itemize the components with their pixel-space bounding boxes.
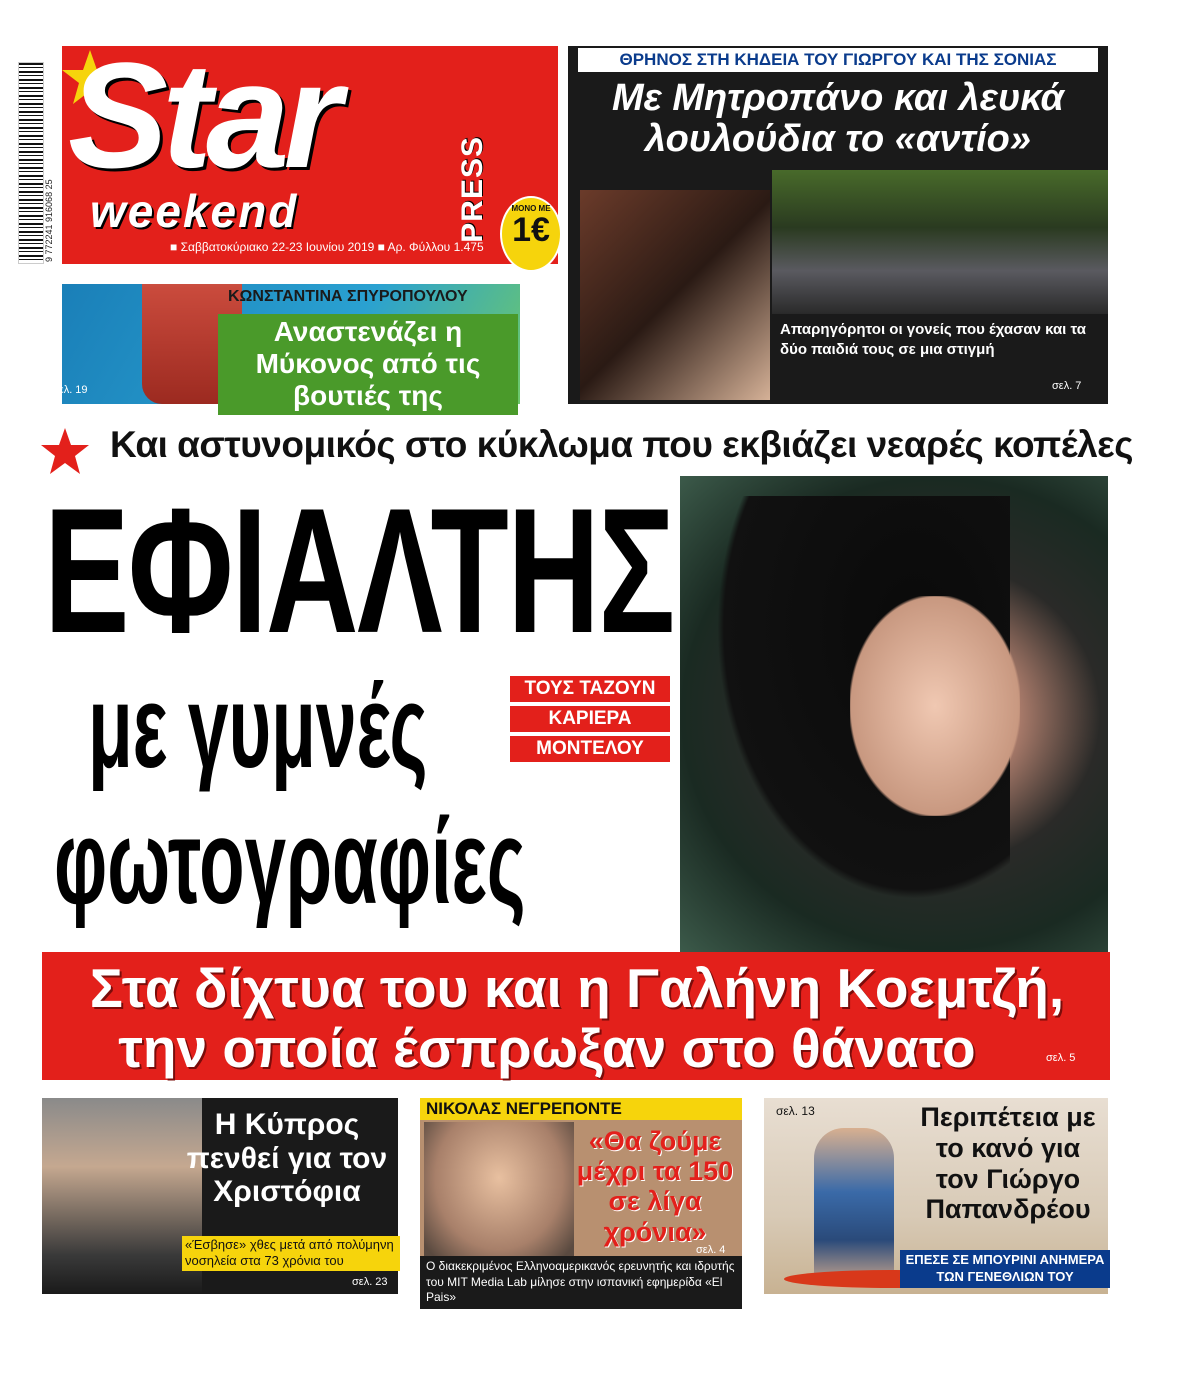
bottom-story-cyprus-page-ref: σελ. 23 [352, 1276, 388, 1288]
papandreou-photo [814, 1128, 894, 1288]
top-right-kicker: ΘΡΗΝΟΣ ΣΤΗ ΚΗΔΕΙΑ ΤΟΥ ΓΙΩΡΓΟΥ ΚΑΙ ΤΗΣ ΣΟΝΙΑΣ [578, 48, 1098, 72]
bottom-story-papandreou-caption: ΕΠΕΣΕ ΣΕ ΜΠΟΥΡΙΝΙ ΑΝΗΜΕΡΑ ΤΩΝ ΓΕΝΕΘΛΙΩΝ ΤΟΥ [900, 1250, 1110, 1288]
promo-left-kicker: ΚΩΝΣΤΑΝΤΙΝΑ ΣΠΥΡΟΠΟΥΛΟΥ [228, 288, 468, 305]
main-story-photo [680, 476, 1108, 952]
logo-weekend: weekend [90, 185, 299, 237]
barcode-number: 9 772241 916068 25 [44, 179, 54, 262]
main-page-ref: σελ. 5 [1046, 1052, 1076, 1064]
red-tag: ΚΑΡΙΕΡΑ [510, 706, 670, 732]
price-label: ΜΟΝΟ ΜΕ [511, 204, 551, 213]
top-right-caption: Απαρηγόρητοι οι γονείς που έχασαν και τα δύο παιδιά τους σε μια στιγμή [780, 321, 1087, 358]
red-tags [510, 676, 670, 766]
bottom-story-negroponte-quote[interactable]: «Θα ζούμε μέχρι τα 150 σε λίγα χρόνια» [576, 1126, 734, 1247]
bottom-story-cyprus-title[interactable]: Η Κύπρος πενθεί για τον Χριστόφια [186, 1108, 388, 1209]
bottom-story-papandreou-page-ref: σελ. 13 [776, 1104, 815, 1118]
red-banner-line2[interactable]: την οποία έσπρωξαν στο θάνατο [118, 1017, 976, 1079]
bottom-story-papandreou-title[interactable]: Περιπέτεια με το κανό για τον Γιώργο Παπανδρέου [920, 1102, 1096, 1225]
red-banner-line1[interactable]: Στα δίχτυα του και η Γαλήνη Κοεμτζή, [89, 957, 1065, 1019]
barcode [18, 62, 44, 264]
logo-star: Star [68, 31, 336, 199]
bottom-story-negroponte-page-ref: σελ. 4 [696, 1244, 726, 1256]
red-tag: ΜΟΝΤΕΛΟΥ [510, 736, 670, 762]
funeral-crowd-photo [772, 170, 1108, 314]
price-badge [500, 196, 562, 272]
face [850, 596, 1020, 816]
promo-left-page-ref: σελ. 19 [52, 384, 88, 396]
logo-press: PRESS [456, 136, 489, 243]
price: 1€ [512, 211, 550, 249]
top-right-page-ref: σελ. 7 [1052, 380, 1082, 392]
promo-left-title[interactable]: Αναστενάζει η Μύκονος από τις βουτιές της [218, 314, 518, 415]
couple-photo [580, 190, 770, 400]
main-subheadline[interactable]: Και αστυνομικός στο κύκλωμα που εκβιάζει νεαρές κοπέλες [110, 424, 1133, 465]
main-subtitle-line2: φωτογραφίες [54, 795, 526, 929]
red-star-icon [40, 426, 90, 476]
issue-info: ■ Σαββατοκύριακο 22-23 Ιουνίου 2019 ■ Αρ. Φύλλου 1.475 [170, 240, 484, 254]
bottom-story-negroponte-kicker: ΝΙΚΟΛΑΣ ΝΕΓΡΕΠΟΝΤΕ [420, 1098, 742, 1120]
main-headline[interactable]: ΕΦΙΑΛΤΗΣ [44, 471, 674, 670]
negroponte-photo [424, 1122, 574, 1262]
bottom-story-cyprus-caption: «Έσβησε» χθες μετά από πολύμηνη νοσηλεία στα 73 χρόνια του [182, 1236, 400, 1271]
red-tag: ΤΟΥΣ ΤΑΖΟΥΝ [510, 676, 670, 702]
top-right-title[interactable]: Με Μητροπάνο και λευκά λουλούδια το «αντίο» [611, 77, 1065, 161]
main-subtitle-line1: με γυμνές [88, 661, 428, 793]
christofias-photo [42, 1098, 202, 1294]
bottom-story-negroponte-caption: Ο διακεκριμένος Ελληνοαμερικανός ερευνητής και ιδρυτής του MIT Media Lab μίλησε στην ισπανική εφημερίδα «El Pais» [420, 1256, 742, 1309]
